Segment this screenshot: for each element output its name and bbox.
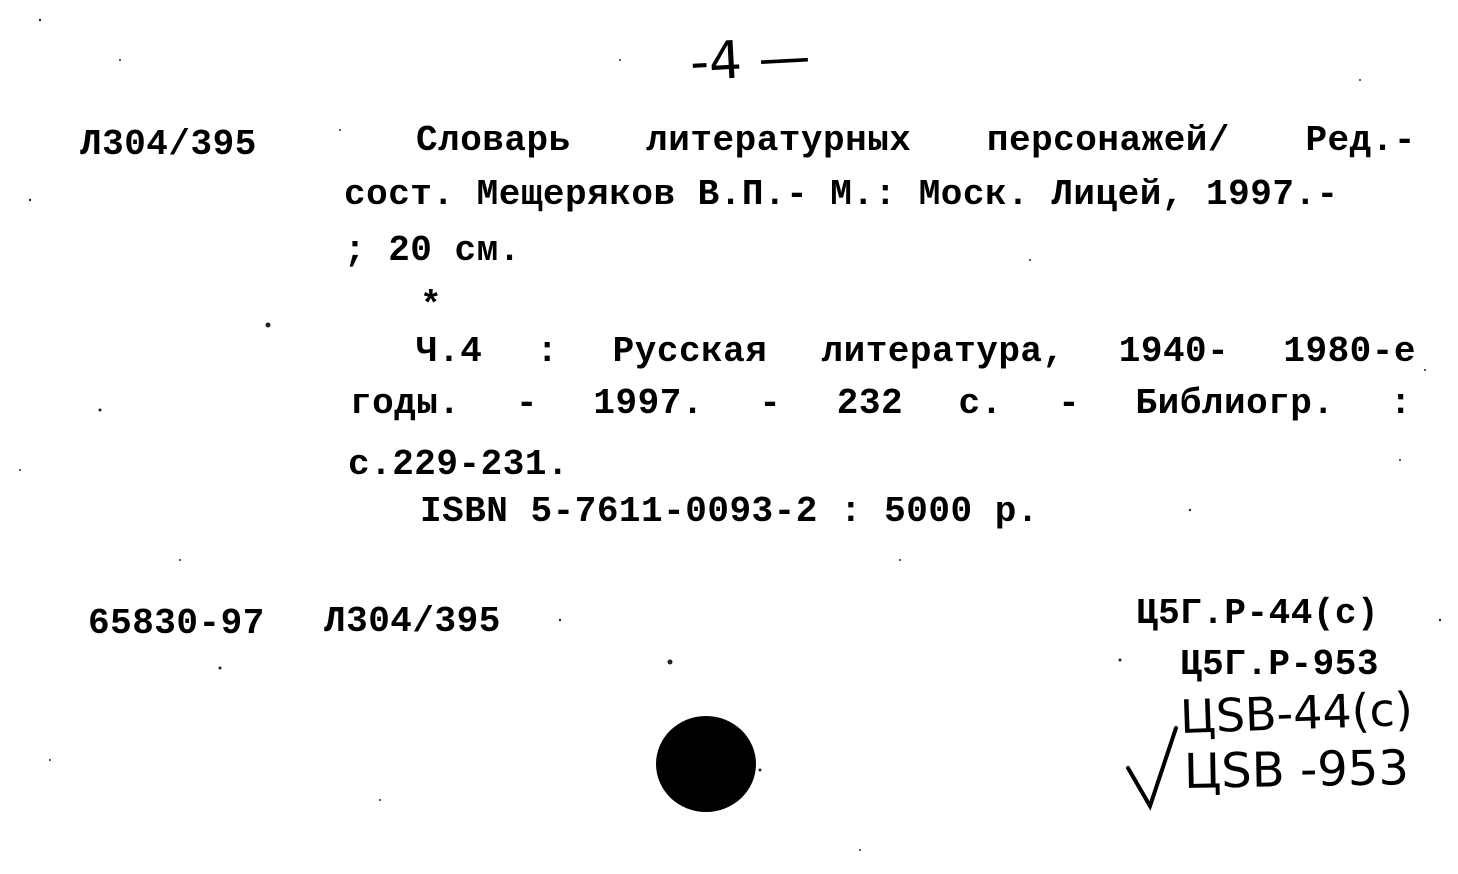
title-line-3: ; 20 см. bbox=[344, 230, 521, 271]
part-word: : bbox=[536, 331, 559, 372]
part-line-3: с.229-231. bbox=[348, 444, 570, 485]
part-word: 1980-е bbox=[1283, 331, 1416, 372]
part-word: : bbox=[1389, 383, 1412, 424]
asterisk: * bbox=[420, 285, 443, 326]
title-word: литературных bbox=[646, 120, 912, 161]
title-word: Ред.- bbox=[1305, 120, 1416, 161]
title-line-2: сост. Мещеряков В.П.- М.: Моск. Лицей, 1997.- bbox=[344, 174, 1339, 215]
isbn: ISBN 5-7611-0093-2 : 5000 р. bbox=[420, 491, 1039, 532]
part-word: Библиогр. bbox=[1135, 383, 1335, 424]
part-word: годы. bbox=[350, 383, 461, 424]
part-word: 1997. bbox=[593, 383, 704, 424]
title-word: Словарь bbox=[416, 120, 571, 161]
part-word: Русская bbox=[612, 331, 768, 372]
call-number-bottom: Л304/395 bbox=[324, 601, 501, 642]
part-word: - bbox=[515, 383, 539, 424]
class-code-2: Ц5Г.Р-953 bbox=[1180, 644, 1379, 685]
part-word: 1940- bbox=[1118, 331, 1230, 372]
handwritten-note-2: ЦSB -953 bbox=[1183, 740, 1410, 800]
part-word: 232 bbox=[836, 383, 904, 424]
call-number: Л304/395 bbox=[80, 124, 257, 165]
inventory-number: 65830-97 bbox=[88, 603, 265, 644]
part-word: - bbox=[759, 383, 782, 424]
part-word: - bbox=[1058, 383, 1081, 424]
class-code-1: Ц5Г.Р-44(с) bbox=[1136, 593, 1380, 634]
handwritten-note-1: ЦSB-44(с) bbox=[1179, 681, 1414, 745]
handwritten-page-number: -4 — bbox=[688, 26, 812, 94]
part-word: Ч.4 bbox=[416, 331, 483, 372]
title-word: персонажей/ bbox=[986, 120, 1230, 161]
part-word: с. bbox=[958, 383, 1003, 424]
part-word: литература, bbox=[821, 331, 1065, 372]
